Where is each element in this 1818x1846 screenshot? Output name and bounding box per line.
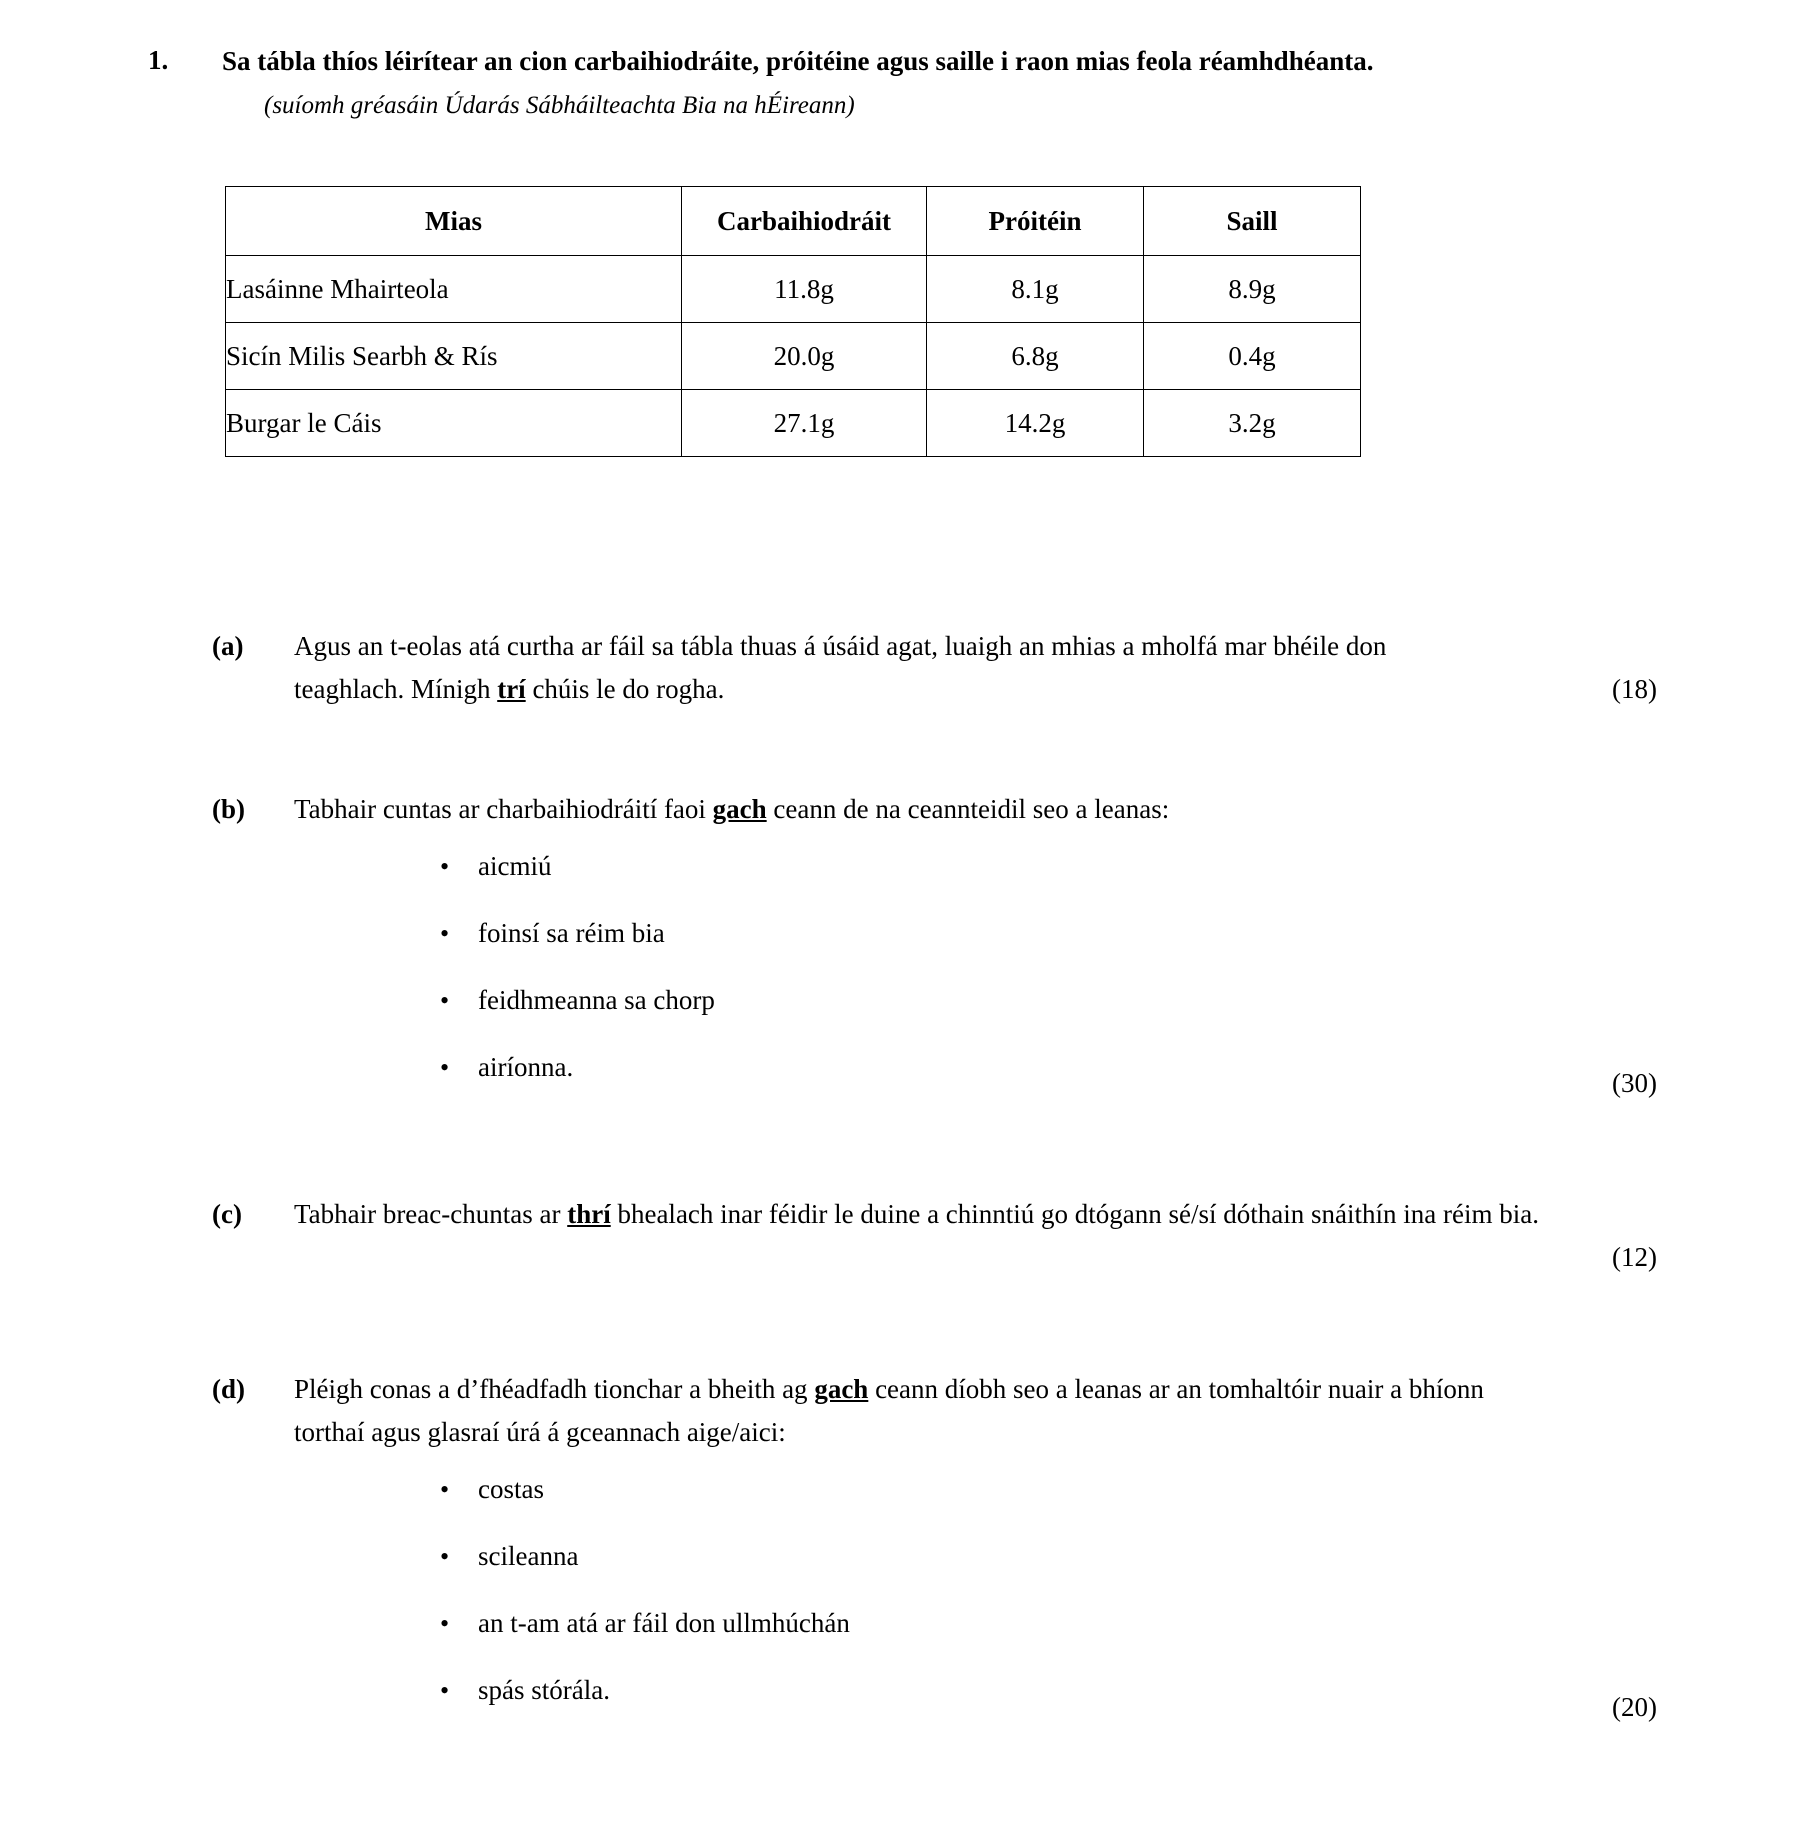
table-row [226,256,1361,323]
question-part-d [212,1368,1772,1736]
question-number: 1. [148,45,169,75]
cell-fat: 3.2g [1144,390,1361,457]
bullet-text: scileanna [478,1541,579,1571]
bullet-text: feidhmeanna sa chorp [478,985,715,1015]
part-b-bullet-list [294,845,1584,1089]
bullet-text: an t-am atá ar fáil don ullmhúchán [478,1608,850,1638]
question-part-a [212,625,1772,711]
part-c-body [294,1193,1564,1236]
part-b-text-1: Tabhair cuntas ar charbaihiodráití faoi [294,794,713,824]
part-b-emphasis: gach [712,794,767,824]
list-item [294,1468,1559,1511]
part-a-text-1: Agus an t-eolas atá curtha ar fáil sa tábla thuas á úsáid agat, luaigh an mhias a mholfá mar bhéile don teaghlach. Mínigh [294,631,1387,704]
part-c-marks: (12) [1612,1242,1657,1272]
cell-dish: Burgar le Cáis [226,390,682,457]
part-d-bullet-list [294,1468,1559,1712]
cell-protein: 14.2g [927,390,1144,457]
cell-carbohydrate: 27.1g [682,390,927,457]
part-d-marks: (20) [1612,1692,1657,1722]
part-label-b: (b) [212,794,245,824]
part-b-body [294,788,1584,1089]
bullet-text: airíonna. [478,1052,574,1082]
part-a-emphasis: trí [497,674,526,704]
cell-dish: Lasáinne Mhairteola [226,256,682,323]
list-item [294,1535,1559,1578]
part-d-text-1: Pléigh conas a d’fhéadfadh tionchar a bheith ag [294,1374,815,1404]
list-item [294,979,1584,1022]
part-label-c: (c) [212,1199,242,1229]
cell-protein: 8.1g [927,256,1144,323]
part-a-marks: (18) [1612,674,1657,704]
question-heading [148,40,1648,127]
part-a-body [294,625,1394,711]
column-header-dish: Mias [226,187,682,256]
list-item [294,912,1584,955]
cell-dish: Sicín Milis Searbh & Rís [226,323,682,390]
column-header-carbohydrate: Carbaihiodráit [682,187,927,256]
question-source: (suíomh gréasáin Údarás Sábháilteachta Bia na hÉireann) [264,92,855,119]
nutrition-table [225,186,1361,457]
part-c-text-1: Tabhair breac-chuntas ar [294,1199,568,1229]
question-stem-text: Sa tábla thíos léirítear an cion carbaihiodráite, próitéine agus saille i raon mias feola réamhdhéanta. [222,46,1374,76]
part-b-text-2: ceann de na ceannteidil seo a leanas: [766,794,1170,824]
part-d-body [294,1368,1559,1712]
part-label-d: (d) [212,1374,245,1404]
cell-protein: 6.8g [927,323,1144,390]
list-item [294,1602,1559,1645]
part-c-emphasis: thrí [567,1199,611,1229]
question-part-c [212,1193,1772,1272]
cell-fat: 0.4g [1144,323,1361,390]
part-b-marks: (30) [1612,1068,1657,1098]
list-item [294,1046,1584,1089]
cell-carbohydrate: 11.8g [682,256,927,323]
bullet-text: aicmiú [478,851,552,881]
list-item [294,845,1584,888]
part-d-emphasis: gach [814,1374,869,1404]
table-row [226,390,1361,457]
part-a-text-2: chúis le do rogha. [525,674,725,704]
part-c-text-2: bhealach inar féidir le duine a chinntiú go dtógann sé/sí dóthain snáithín ina réim bia. [610,1199,1539,1229]
column-header-fat: Saill [1144,187,1361,256]
table-header-row [226,187,1361,256]
bullet-text: costas [478,1474,544,1504]
bullet-text: foinsí sa réim bia [478,918,665,948]
bullet-text: spás stórála. [478,1675,610,1705]
part-label-a: (a) [212,631,244,661]
list-item [294,1669,1559,1712]
part-d-text-2: ceann díobh seo a leanas ar an tomhaltóir nuair a bhíonn torthaí agus glasraí úrá á gceannach aige/aici: [294,1374,1484,1447]
cell-fat: 8.9g [1144,256,1361,323]
question-part-b [212,788,1772,1113]
column-header-protein: Próitéin [927,187,1144,256]
table-row [226,323,1361,390]
cell-carbohydrate: 20.0g [682,323,927,390]
question-stem [222,40,1402,127]
